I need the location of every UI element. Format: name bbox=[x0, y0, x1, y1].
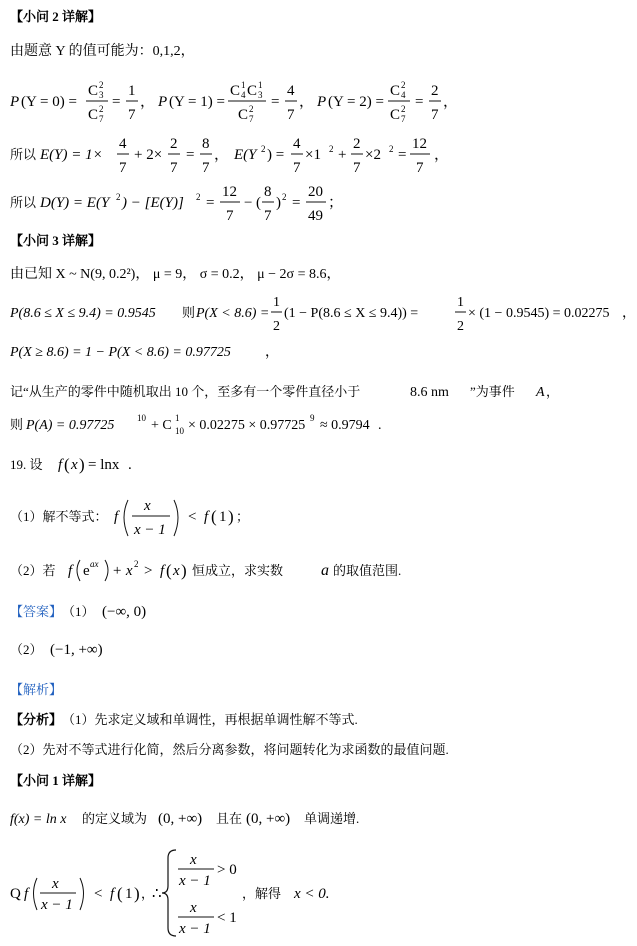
frac-12-7b-den: 7 bbox=[226, 208, 234, 224]
probability-svg bbox=[10, 78, 630, 124]
fenxi-line-1 bbox=[10, 708, 630, 736]
sys-rparen bbox=[80, 878, 84, 910]
c31-sub: 3 bbox=[258, 90, 263, 100]
c72-sub-3: 7 bbox=[401, 114, 406, 124]
q19-label: 19. 设 bbox=[10, 457, 43, 472]
frac-20-49-num: 20 bbox=[308, 184, 323, 200]
sub1-f: f bbox=[114, 509, 119, 525]
times-1sq: ×1 bbox=[305, 147, 321, 163]
comma-2: ， bbox=[299, 94, 315, 110]
frac-12-7b-num: 12 bbox=[222, 184, 237, 200]
answer-bracket-r: 】 bbox=[49, 604, 63, 619]
p1-b: P(X < 8.6) = bbox=[196, 306, 270, 321]
sub2-rp2: ) bbox=[181, 561, 187, 580]
p-y0-label: P bbox=[10, 94, 20, 110]
half-1-den: 2 bbox=[273, 319, 280, 334]
domain-interval-1: (0, +∞) bbox=[158, 811, 203, 827]
pa-d: ≈ 0.9794 bbox=[320, 418, 370, 433]
sub2-rparen bbox=[105, 560, 108, 581]
sub-question-2-svg bbox=[10, 556, 510, 584]
c72-den-2: C bbox=[238, 107, 249, 123]
c72-sub-1: 7 bbox=[99, 114, 104, 124]
pa-c: × 0.02275 × 0.97725 bbox=[188, 418, 306, 433]
sys-row1-den: x − 1 bbox=[179, 873, 211, 889]
sub2-sup: 2 bbox=[134, 559, 139, 569]
variance-svg bbox=[10, 180, 630, 224]
analysis-bracket-r: 】 bbox=[49, 682, 63, 697]
half-2-num: 1 bbox=[457, 295, 464, 310]
domain-interval-2: (0, +∞) bbox=[246, 811, 291, 827]
ey2-b: ) = bbox=[267, 147, 285, 163]
normal-svg bbox=[10, 262, 630, 284]
sys-lt: < bbox=[94, 886, 103, 902]
sys-row1-rel: > 0 bbox=[217, 862, 237, 878]
question-19-svg bbox=[10, 452, 310, 476]
heading-subquestion-2-text: 【小问 2 详解】 bbox=[10, 9, 102, 24]
heading-subquestion-1 bbox=[10, 770, 210, 796]
answer-1-num: （1） bbox=[62, 604, 95, 619]
ey-expr: E(Y) = 1× bbox=[40, 147, 103, 163]
frac-8-7-num: 8 bbox=[202, 136, 210, 152]
dy-sup-2: 2 bbox=[196, 192, 201, 202]
sys-num: x bbox=[52, 876, 59, 892]
sub1-lp2: ( bbox=[211, 507, 217, 526]
sub2-lp2: ( bbox=[166, 561, 172, 580]
p-a-line bbox=[10, 410, 630, 442]
frac-4-7b-den: 7 bbox=[293, 160, 301, 176]
event-nm: 8.6 nm bbox=[410, 385, 449, 400]
frac-8-7-den: 7 bbox=[202, 160, 210, 176]
frac-2-7a-den: 7 bbox=[170, 160, 178, 176]
ze-2: 则 bbox=[10, 417, 24, 432]
event-svg bbox=[10, 380, 630, 402]
p-y1-arg: (Y = 1) = bbox=[169, 94, 225, 110]
p2-text: P(X ≥ 8.6) = 1 − P(X < 8.6) = 0.97725 bbox=[10, 345, 231, 360]
jiede-text: ，解得 bbox=[242, 886, 282, 901]
sub1-f1: f bbox=[204, 509, 209, 525]
p1-d: × (1 − 0.9545) = 0.02275 bbox=[468, 306, 610, 321]
c41-sub: 4 bbox=[241, 90, 246, 100]
frac-4-7a-den: 7 bbox=[119, 160, 127, 176]
comma-4: ， bbox=[214, 147, 230, 163]
suoyi-1: 所以 bbox=[10, 147, 37, 162]
c32-sub: 3 bbox=[99, 90, 104, 100]
fenxi-1-text: （1）先求定义域和单调性，再根据单调性解不等式. bbox=[62, 712, 358, 727]
val-2-7-num: 2 bbox=[431, 83, 439, 99]
pa-b: + C bbox=[151, 418, 172, 433]
frac-8-7b-num: 8 bbox=[264, 184, 272, 200]
variance-line bbox=[10, 180, 630, 230]
q19-lnx: = lnx bbox=[88, 457, 120, 473]
analysis-label: 解析 bbox=[23, 682, 50, 697]
answer-2-num: （2） bbox=[10, 642, 43, 657]
sub1-num: x bbox=[144, 498, 151, 514]
heading-subquestion-2-svg bbox=[10, 6, 210, 26]
p1-c: (1 − P(8.6 ≤ X ≤ 9.4)) = bbox=[284, 306, 419, 321]
c31: C bbox=[247, 83, 258, 99]
q-symbol: Q bbox=[10, 886, 21, 902]
sub2-ax: ax bbox=[90, 559, 99, 569]
frac-2-7b-den: 7 bbox=[353, 160, 361, 176]
answer-2-value: (−1, +∞) bbox=[50, 642, 103, 658]
c41c31: C bbox=[230, 83, 241, 99]
dy-b: ) − [E(Y)] bbox=[122, 195, 184, 211]
heading-subquestion-3 bbox=[10, 230, 210, 256]
sub2-f2: f bbox=[160, 563, 165, 579]
eq-7: = bbox=[292, 195, 301, 211]
eq-6: = bbox=[206, 195, 215, 211]
c31-sup: 1 bbox=[258, 80, 263, 90]
sub2-text-a: 恒成立，求实数 bbox=[192, 563, 284, 578]
q19-lp: ( bbox=[64, 455, 70, 474]
frac-12-7a-num: 12 bbox=[412, 136, 427, 152]
p-x-less-svg bbox=[10, 290, 635, 334]
c72-sub-2: 7 bbox=[249, 114, 254, 124]
sys-row2-num: x bbox=[190, 900, 197, 916]
expectation-line bbox=[10, 132, 630, 182]
probability-line bbox=[10, 78, 630, 130]
val-1-7-den: 7 bbox=[128, 107, 136, 123]
fenxi-2-svg bbox=[10, 738, 630, 760]
c42-sup: 2 bbox=[401, 80, 406, 90]
sub1-one: 1 bbox=[219, 509, 227, 525]
frac-2-7a-num: 2 bbox=[170, 136, 178, 152]
p1-a: P(8.6 ≤ X ≤ 9.4) = 0.9545 bbox=[10, 306, 156, 321]
normal-text: 由已知 X ~ N(9, 0.2²)， μ = 9， σ = 0.2， μ − 2σ = 8.6， bbox=[10, 267, 341, 282]
fenxi-label: 分析 bbox=[23, 712, 50, 727]
sub2-gt: > bbox=[144, 563, 153, 579]
lparen-1: ( bbox=[256, 195, 261, 211]
sub2-x: x bbox=[173, 563, 180, 579]
plus-1: + bbox=[338, 147, 347, 163]
c32-num: C bbox=[88, 83, 99, 99]
event-line bbox=[10, 380, 630, 408]
suoyi-2: 所以 bbox=[10, 195, 37, 210]
c72-den: C bbox=[88, 107, 99, 123]
dot-2: . bbox=[128, 457, 132, 473]
p-y2-label: P bbox=[317, 94, 327, 110]
system-brace bbox=[162, 850, 176, 936]
domain-svg bbox=[10, 806, 630, 830]
eq-3: = bbox=[415, 94, 424, 110]
sq-sup-1: 2 bbox=[329, 144, 334, 154]
fenxi-1-svg bbox=[10, 708, 630, 730]
event-text-a: 记“从生产的零件中随机取出 10 个，至多有一个零件直径小于 bbox=[10, 384, 361, 399]
val-4-7-den: 7 bbox=[287, 107, 295, 123]
minus-1: − bbox=[244, 195, 253, 211]
fenxi-bracket-l: 【 bbox=[10, 712, 24, 727]
sub1-den: x − 1 bbox=[134, 522, 166, 538]
dy-sup-1: 2 bbox=[116, 192, 121, 202]
q19-x: x bbox=[71, 457, 78, 473]
analysis-bracket-l: 【 bbox=[10, 682, 24, 697]
sub2-a: a bbox=[321, 562, 329, 579]
sys-one: 1 bbox=[125, 886, 133, 902]
therefore-symbol: ∴ bbox=[152, 886, 162, 902]
sub1-label: （1）解不等式： bbox=[10, 509, 108, 524]
comma-7: ， bbox=[265, 345, 279, 360]
sub2-e: e bbox=[83, 563, 90, 579]
q19-rp: ) bbox=[79, 455, 85, 474]
sub-question-1-line bbox=[10, 492, 410, 548]
p-x-geq-line bbox=[10, 340, 410, 368]
dy-a: D(Y) = E(Y bbox=[40, 195, 110, 211]
eq-5: = bbox=[398, 147, 407, 163]
pa-c-sup: 1 bbox=[175, 413, 180, 423]
p-y1-label: P bbox=[158, 94, 168, 110]
sub2-f: f bbox=[68, 563, 73, 579]
heading-subquestion-2 bbox=[10, 6, 210, 32]
normal-distribution-line bbox=[10, 262, 630, 290]
frac-20-49-den: 49 bbox=[308, 208, 323, 224]
sys-f1: f bbox=[110, 886, 115, 902]
pa-sup-9: 9 bbox=[310, 413, 315, 423]
pa-a: P(A) = 0.97725 bbox=[26, 418, 115, 433]
heading-subquestion-3-svg bbox=[10, 230, 210, 250]
answer-2-svg bbox=[10, 638, 310, 660]
pa-sup-10: 10 bbox=[137, 413, 146, 423]
eq-4: = bbox=[186, 147, 195, 163]
domain-fx: f(x) = ln x bbox=[10, 812, 67, 827]
p-a-svg bbox=[10, 410, 630, 436]
expectation-svg bbox=[10, 132, 630, 176]
frac-8-7b-den: 7 bbox=[264, 208, 272, 224]
sys-lp2: ( bbox=[117, 884, 123, 903]
comma-8: ， bbox=[546, 384, 560, 399]
question-19-line bbox=[10, 452, 310, 482]
answer-1-value: (−∞, 0) bbox=[102, 604, 147, 620]
sys-rp2: ) bbox=[134, 884, 140, 903]
fenxi-2-text: （2）先对不等式进行化简，然后分离参数，将问题转化为求函数的最值问题. bbox=[10, 742, 449, 757]
c72-sup-1: 2 bbox=[99, 104, 104, 114]
sub2-text-b: 的取值范围. bbox=[333, 563, 402, 578]
comma-1: ， bbox=[140, 94, 156, 110]
fenxi-bracket-r: 】 bbox=[49, 712, 63, 727]
c42-num: C bbox=[390, 83, 401, 99]
sub2-lparen bbox=[77, 560, 80, 581]
domain-text-c: 单调递增. bbox=[304, 811, 360, 826]
heading-subquestion-1-text: 【小问 1 详解】 bbox=[10, 773, 102, 788]
frac-4-7a-num: 4 bbox=[119, 136, 127, 152]
p-x-less-line bbox=[10, 290, 635, 340]
event-text-b: ”为事件 bbox=[470, 384, 515, 399]
sub1-lparen bbox=[124, 500, 128, 536]
sys-row2-rel: < 1 bbox=[217, 910, 237, 926]
ey2-a: E(Y bbox=[234, 147, 257, 163]
c42-sub: 4 bbox=[401, 90, 406, 100]
semicolon-1: ； bbox=[328, 195, 344, 211]
answer-2-line bbox=[10, 638, 310, 666]
frac-4-7b-num: 4 bbox=[293, 136, 301, 152]
sub-question-1-svg bbox=[10, 492, 410, 542]
ey2-sup: 2 bbox=[261, 144, 266, 154]
q19-f: f bbox=[58, 457, 63, 473]
comma-3: ， bbox=[443, 94, 459, 110]
val-1-7-num: 1 bbox=[128, 83, 136, 99]
sys-lparen bbox=[34, 878, 38, 910]
domain-text-a: 的定义域为 bbox=[82, 811, 148, 826]
y-values-text: 由题意 Y 的值可能为：0,1,2， bbox=[10, 44, 195, 59]
sub2-label: （2）若 bbox=[10, 563, 56, 578]
sys-row2-den: x − 1 bbox=[179, 921, 211, 937]
event-A: A bbox=[536, 385, 545, 400]
c72-sup-3: 2 bbox=[401, 104, 406, 114]
p-x-geq-svg bbox=[10, 340, 410, 362]
val-4-7-num: 4 bbox=[287, 83, 295, 99]
ze-1: 则 bbox=[182, 305, 196, 320]
analysis-heading-line bbox=[10, 678, 210, 706]
dy-sup-3: 2 bbox=[282, 192, 287, 202]
dot-1: . bbox=[378, 418, 382, 433]
y-values-svg bbox=[10, 40, 310, 60]
sub1-semi: ； bbox=[236, 509, 250, 524]
sys-row1-num: x bbox=[190, 852, 197, 868]
pa-c-sub: 10 bbox=[175, 426, 184, 436]
frac-12-7a-den: 7 bbox=[416, 160, 424, 176]
sub2-x2: + x bbox=[112, 563, 133, 579]
answer-bracket-l: 【 bbox=[10, 604, 24, 619]
val-2-7-den: 7 bbox=[431, 107, 439, 123]
times-2sq: ×2 bbox=[365, 147, 381, 163]
c32-sup: 2 bbox=[99, 80, 104, 90]
p-y0-arg: (Y = 0) = bbox=[21, 94, 77, 110]
sub1-rp2: ) bbox=[228, 507, 234, 526]
comma-6: ， bbox=[622, 306, 635, 321]
eq-1: = bbox=[112, 94, 121, 110]
sys-den: x − 1 bbox=[41, 897, 73, 913]
answer-label: 答案 bbox=[23, 604, 50, 619]
half-1-num: 1 bbox=[273, 295, 280, 310]
c41-sup: 1 bbox=[241, 80, 246, 90]
sq-sup-2: 2 bbox=[389, 144, 394, 154]
domain-text-b: 且在 bbox=[216, 811, 243, 826]
fenxi-line-2 bbox=[10, 738, 630, 766]
c72-den-3: C bbox=[390, 107, 401, 123]
sub1-lt: < bbox=[188, 509, 197, 525]
solution-text: x < 0. bbox=[294, 886, 330, 902]
sys-comma: ， bbox=[141, 886, 155, 901]
plus-2x: + 2× bbox=[134, 147, 163, 163]
comma-5: ， bbox=[434, 147, 450, 163]
domain-line bbox=[10, 806, 630, 836]
c72-sup-2: 2 bbox=[249, 104, 254, 114]
rparen-1: ) bbox=[276, 195, 281, 211]
eq-2: = bbox=[271, 94, 280, 110]
analysis-heading-svg bbox=[10, 678, 210, 700]
inequality-system-line bbox=[10, 846, 410, 946]
heading-subquestion-1-svg bbox=[10, 770, 210, 790]
answer-1-svg bbox=[10, 600, 310, 622]
p-y2-arg: (Y = 2) = bbox=[328, 94, 384, 110]
answer-1-line bbox=[10, 600, 310, 628]
half-2-den: 2 bbox=[457, 319, 464, 334]
frac-2-7b-num: 2 bbox=[353, 136, 361, 152]
sys-f: f bbox=[24, 886, 29, 902]
sub1-rparen bbox=[174, 500, 178, 536]
y-values-line bbox=[10, 40, 310, 66]
heading-subquestion-3-text: 【小问 3 详解】 bbox=[10, 233, 102, 248]
inequality-system-svg bbox=[10, 846, 410, 940]
sub-question-2-line bbox=[10, 556, 510, 590]
